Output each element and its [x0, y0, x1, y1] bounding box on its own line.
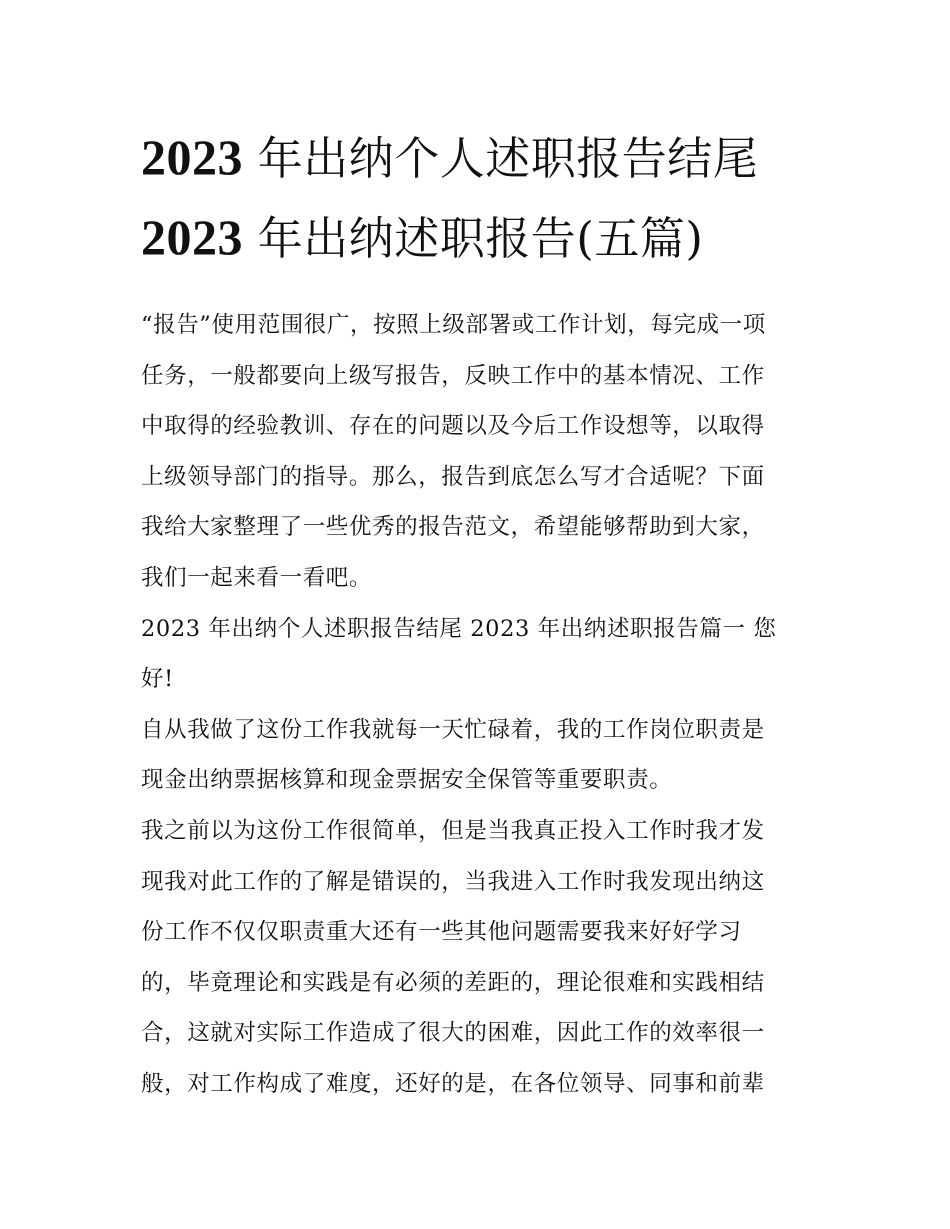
text-line: 般，对工作构成了难度，还好的是，在各位领导、同事和前辈 — [141, 1070, 765, 1097]
title-line — [141, 198, 820, 278]
intro-paragraph — [141, 300, 820, 604]
text-line: 我们一起来看一看吧。 — [141, 564, 373, 591]
title-text: 年出纳个人述职报告结尾 — [243, 132, 759, 185]
body-paragraph — [141, 806, 820, 1110]
document-title — [141, 118, 820, 278]
text-line: 任务，一般都要向上级写报告，反映工作中的基本情况、工作 — [141, 362, 765, 389]
text-line: 现金出纳票据核算和现金票据安全保管等重要职责。 — [141, 767, 673, 794]
text-line: 份工作不仅仅职责重大还有一些其他问题需要我来好好学习 — [141, 919, 742, 946]
text-line: 我之前以为这份工作很简单，但是当我真正投入工作时我才发 — [141, 817, 765, 844]
text-line: 自从我做了这份工作我就每一天忙碌着，我的工作岗位职责是 — [141, 716, 765, 743]
text-line: 我给大家整理了一些优秀的报告范文，希望能够帮助到大家， — [141, 514, 765, 541]
section-heading-paragraph — [141, 604, 820, 705]
text-line: “报告”使用范围很广，按照上级部署或工作计划，每完成一项 — [141, 312, 766, 338]
text-line: 上级领导部门的指导。那么，报告到底怎么写才合适呢？下面 — [141, 463, 765, 490]
text-line: 的，毕竟理论和实践是有必须的差距的，理论很难和实践相结 — [141, 969, 765, 996]
title-line — [141, 118, 820, 198]
title-year: 2023 — [141, 209, 243, 265]
title-year: 2023 — [141, 129, 243, 185]
text-line: 合，这就对实际工作造成了很大的困难，因此工作的效率很一 — [141, 1020, 765, 1047]
title-text: 年出纳述职报告(五篇) — [243, 212, 704, 265]
text-line: 2023 年出纳个人述职报告结尾 2023 年出纳述职报告篇一 您 — [141, 615, 777, 642]
document-body — [141, 300, 820, 1110]
text-line: 现我对此工作的了解是错误的，当我进入工作时我发现出纳这 — [141, 868, 765, 895]
body-paragraph — [141, 705, 820, 806]
text-line: 中取得的经验教训、存在的问题以及今后工作设想等，以取得 — [141, 413, 765, 440]
text-line: 好! — [141, 666, 174, 693]
